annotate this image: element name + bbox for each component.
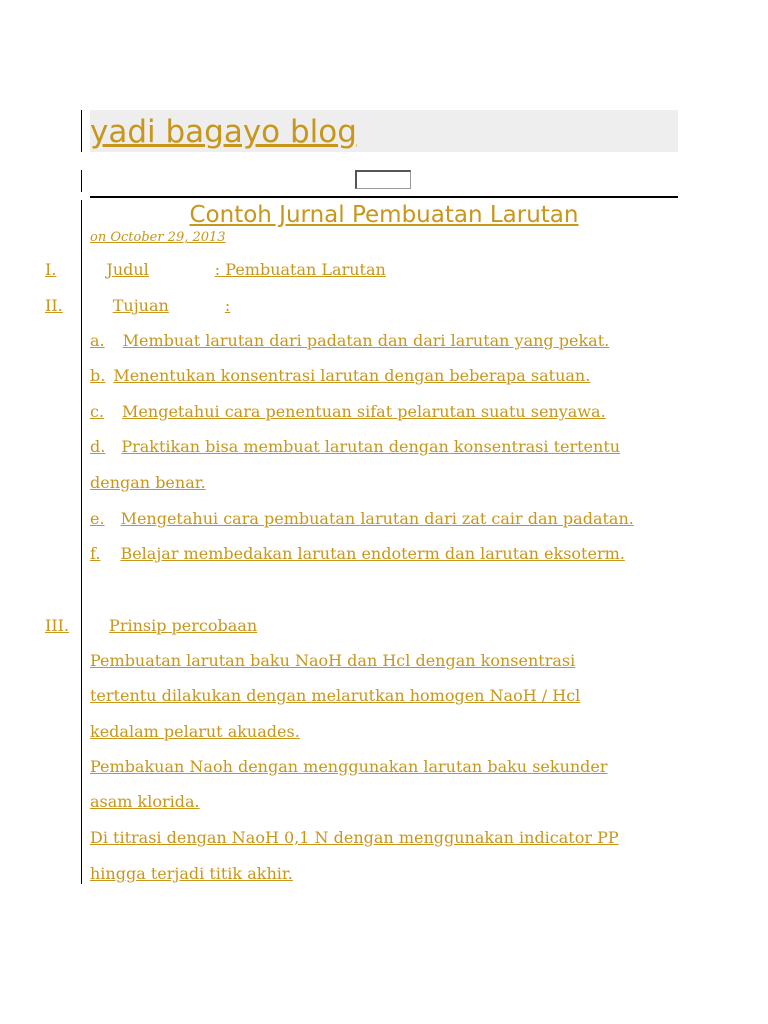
list-text: dengan benar. xyxy=(90,473,206,492)
paragraph-line: tertentu dilakukan dengan melarutkan homogen NaoH / Hcl xyxy=(90,686,581,705)
list-marker: d. xyxy=(90,437,106,456)
list-text: Menentukan konsentrasi larutan dengan beberapa satuan. xyxy=(113,366,591,385)
header-divider xyxy=(90,196,678,198)
paragraph-line: Pembakuan Naoh dengan menggunakan larutan baku sekunder xyxy=(90,757,608,776)
section-number: II. xyxy=(45,296,63,315)
section-number: I. xyxy=(45,260,57,279)
list-item xyxy=(90,330,609,352)
list-text: Belajar membedakan larutan endoterm dan larutan eksoterm. xyxy=(120,544,625,563)
section-value: Pembuatan Larutan xyxy=(225,260,386,279)
section-label: Prinsip percobaan xyxy=(109,616,258,635)
list-text: Praktikan bisa membuat larutan dengan konsentrasi tertentu xyxy=(121,437,621,456)
paragraph-line: Pembuatan larutan baku NaoH dan Hcl dengan konsentrasi xyxy=(90,651,576,670)
list-text: Mengetahui cara penentuan sifat pelarutan suatu senyawa. xyxy=(122,402,606,421)
section-number: III. xyxy=(45,616,70,635)
section-prinsip xyxy=(45,615,257,637)
list-marker: a. xyxy=(90,331,105,350)
list-item xyxy=(90,401,606,423)
list-item xyxy=(90,508,634,530)
nav-input-box[interactable] xyxy=(355,170,411,189)
blog-header xyxy=(90,110,678,152)
list-text: Membuat larutan dari padatan dan dari larutan yang pekat. xyxy=(122,331,610,350)
paragraph-line: kedalam pelarut akuades. xyxy=(90,722,300,741)
section-judul xyxy=(45,259,386,281)
list-item xyxy=(90,365,590,387)
blog-title-link[interactable]: yadi bagayo blog xyxy=(90,114,357,150)
list-marker: e. xyxy=(90,509,105,528)
list-marker: f. xyxy=(90,544,101,563)
list-marker: b. xyxy=(90,366,106,385)
list-item xyxy=(90,543,625,565)
section-label: Judul xyxy=(106,260,149,279)
list-item xyxy=(90,436,620,458)
list-text: Mengetahui cara pembuatan larutan dari zat cair dan padatan. xyxy=(120,509,634,528)
list-marker: c. xyxy=(90,402,105,421)
left-margin-rule xyxy=(81,170,82,192)
section-colon: : xyxy=(214,260,221,279)
paragraph-line: hingga terjadi titik akhir. xyxy=(90,864,293,883)
list-item-continuation xyxy=(90,472,206,494)
post-title-link[interactable]: Contoh Jurnal Pembuatan Larutan xyxy=(189,202,579,228)
paragraph-line: Di titrasi dengan NaoH 0,1 N dengan menggunakan indicator PP xyxy=(90,828,619,847)
section-tujuan xyxy=(45,295,230,317)
post-date-link[interactable]: on October 29, 2013 xyxy=(90,230,226,245)
section-label: Tujuan xyxy=(112,296,169,315)
paragraph-line: asam klorida. xyxy=(90,792,200,811)
section-colon: : xyxy=(224,296,231,315)
left-margin-rule xyxy=(81,110,82,152)
